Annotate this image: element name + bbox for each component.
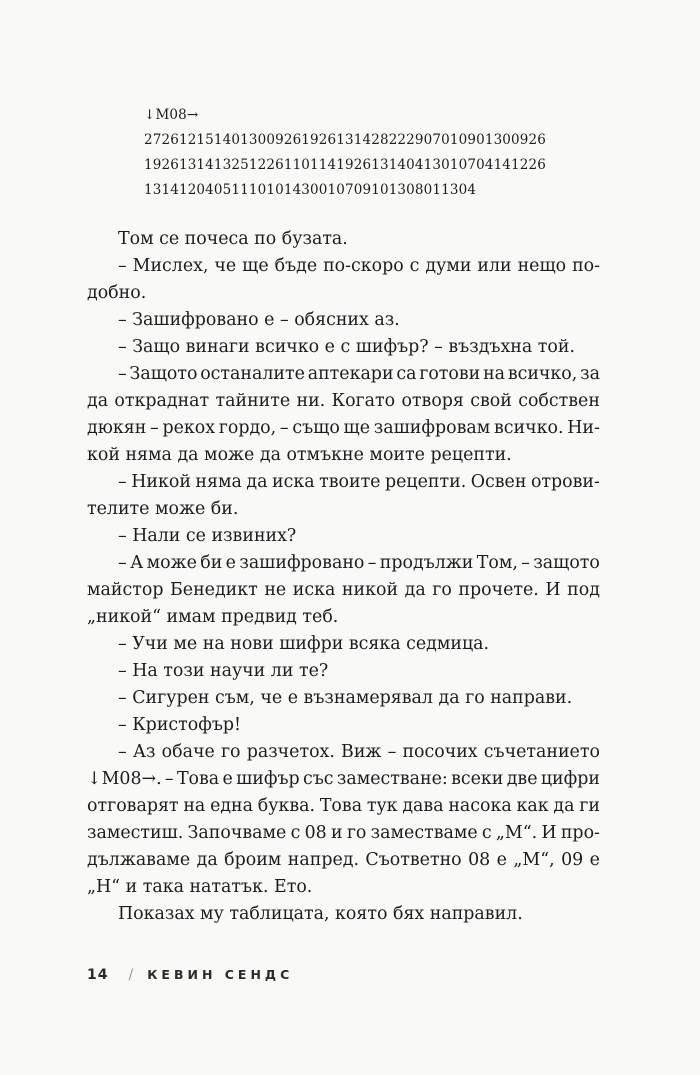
text-line: – Защо винаги всичко е с шифър? – въздъхна той. (118, 337, 575, 357)
text-line: добно. (87, 283, 147, 303)
text-line: – Нали се извиних? (118, 526, 297, 546)
text-line: – Аз обаче го разчетох. Виж – посочих съчетанието (118, 742, 600, 762)
body-text (87, 226, 600, 928)
text-line: да откраднат тайните ни. Когато отворя свой собствен (87, 391, 600, 411)
text-line: ↓M08→. – Това е шифър със заместване: всеки две цифри (87, 769, 600, 789)
cipher-line: 1926131413251226110114192613140413010704141226 (144, 157, 546, 173)
text-line: отговарят на една буква. Това тук дава насока как да ги (87, 796, 600, 816)
text-line: – Мислех, че ще бъде по-скоро с думи или нещо по- (118, 256, 600, 276)
text-line: – Кристофър! (118, 715, 242, 735)
cipher-line: 2726121514013009261926131428222907010901300926 (144, 132, 546, 148)
text-line: – Учи ме на нови шифри всяка седмица. (118, 634, 490, 654)
page-footer (87, 967, 293, 983)
text-line: – Никой няма да иска твоите рецепти. Освен отрови- (118, 472, 600, 492)
text-line: майстор Бенедикт не иска никой да го прочете. И под (87, 580, 600, 600)
text-line: „никой“ имам предвид теб. (87, 607, 339, 627)
text-line: – А може би е зашифровано – продължи Том, – защото (118, 553, 600, 573)
text-line: заместиш. Започваме с 08 и го заместваме с „М“. И про- (87, 823, 600, 843)
text-line: – Зашифровано е – обясних аз. (118, 310, 400, 330)
text-line: дюкян – рекох гордо, – също ще зашифровам всичко. Ни- (87, 418, 600, 438)
cipher-marker: ↓M08→ (144, 107, 199, 123)
text-line: „Н“ и така нататък. Ето. (87, 877, 313, 897)
footer-separator: / (128, 967, 134, 983)
text-line: – Сигурен съм, че е възнамерявал да го направи. (118, 688, 573, 708)
text-line: – Защото останалите аптекари са готови на всичко, за (118, 364, 600, 384)
text-line: кой няма да може да отмъкне моите рецепти. (87, 445, 512, 465)
page-number: 14 (87, 967, 109, 983)
cipher-block (144, 103, 546, 203)
author-name: КЕВИН СЕНДС (147, 967, 294, 982)
cipher-line: 13141204051110101430010709101308011304 (144, 182, 477, 198)
text-line: Показах му таблицата, която бях направил. (118, 904, 523, 924)
text-line: – На този научи ли те? (118, 661, 329, 681)
text-line: Том се почеса по бузата. (118, 229, 348, 249)
text-line: дължаваме да броим напред. Съответно 08 е „М“, 09 е (87, 850, 600, 870)
text-line: телите може би. (87, 499, 239, 519)
